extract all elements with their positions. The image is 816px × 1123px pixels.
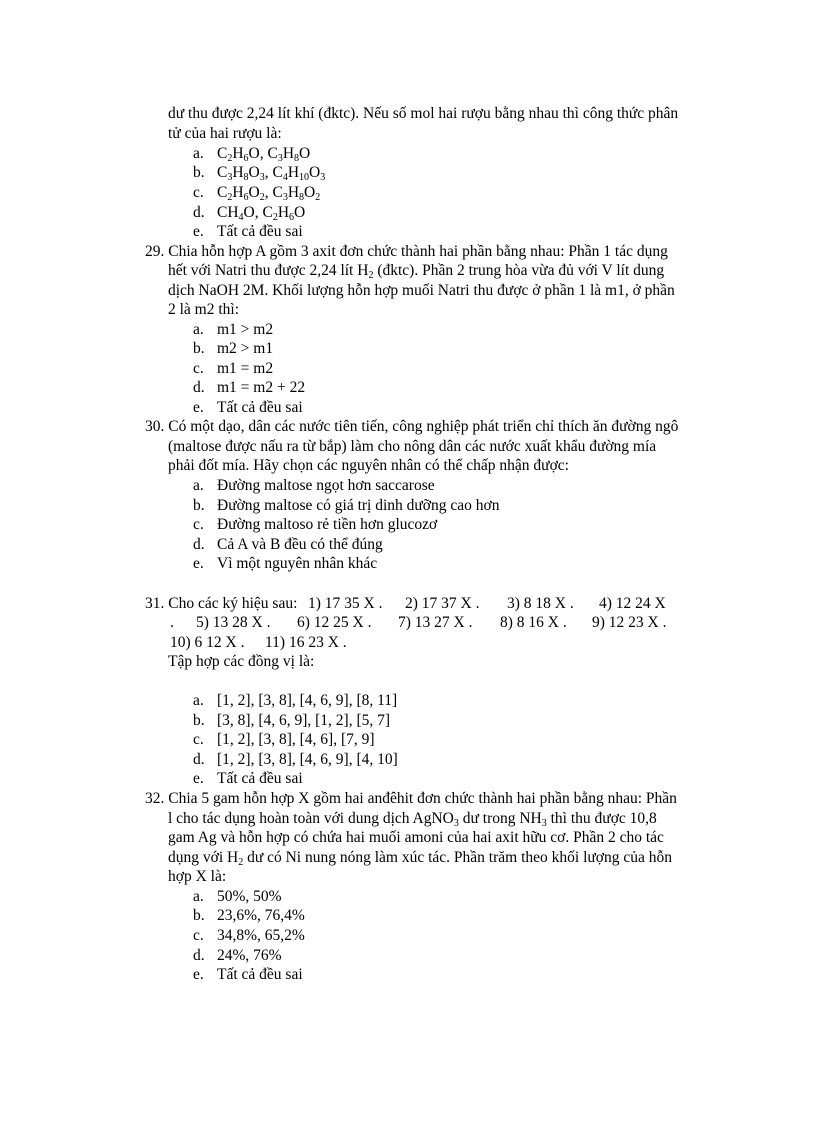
option-text: 23,6%, 76,4% xyxy=(217,907,305,924)
q31-symbol: 9) 12 23 X . xyxy=(592,614,667,631)
option-text: 50%, 50% xyxy=(217,888,282,905)
option-text: m1 = m2 xyxy=(217,360,274,377)
q31-symbol: . xyxy=(170,614,174,631)
q30-line-2: (maltose được nấu ra từ bắp) làm cho nông dân các nước xuất khẩu đường mía xyxy=(168,438,657,455)
q28-line-2: tử của hai rượu là: xyxy=(168,125,282,142)
q29-line-2: hết với Natri thu được 2,24 lít $H_2$ (đktc). Phần 2 trung hòa vừa đủ với V lít dung xyxy=(168,262,665,281)
option-letter: e. xyxy=(193,966,204,983)
q29-line-4: 2 là m2 thì: xyxy=(168,301,240,318)
option-letter: a. xyxy=(193,477,204,494)
option-letter: d. xyxy=(193,947,205,964)
option-text: m1 = m2 + 22 xyxy=(217,379,306,396)
q31-symbol: 6) 12 25 X . xyxy=(297,614,372,631)
option-letter: b. xyxy=(193,907,205,924)
option-letter: c. xyxy=(193,360,204,377)
option-text: m2 > m1 xyxy=(217,340,274,357)
q31-symbol: 4) 12 24 X xyxy=(599,595,666,612)
q32-line-5: hợp X là: xyxy=(168,868,227,885)
option-letter: c. xyxy=(193,731,204,748)
q31-symbol: 7) 13 27 X . xyxy=(398,614,473,631)
option-letter: e. xyxy=(193,770,204,787)
option-text: m1 > m2 xyxy=(217,321,274,338)
q29-line-1: 29. Chia hỗn hợp A gồm 3 axit đơn chức thành hai phần bằng nhau: Phần 1 tác dụng xyxy=(145,243,668,260)
option-text: Cả A và B đều có thể đúng xyxy=(217,536,383,553)
option-text: Đường maltose ngọt hơn saccarose xyxy=(217,477,435,494)
option-letter: d. xyxy=(193,536,205,553)
q31-symbol: 10) 6 12 X . xyxy=(170,634,245,651)
q31-symbol: 11) 16 23 X . xyxy=(265,634,347,651)
option-letter: c. xyxy=(193,927,204,944)
q31-intro: 31. Cho các ký hiệu sau: xyxy=(145,595,298,612)
option-letter: b. xyxy=(193,712,205,729)
option-letter: e. xyxy=(193,555,204,572)
q32-line-4: dụng với $H_2$ dư có Ni nung nóng làm xúc tác. Phần trăm theo khối lượng của hỗn xyxy=(168,849,672,868)
option-letter: d. xyxy=(193,204,205,221)
q31-symbol: 5) 13 28 X . xyxy=(196,614,271,631)
option-text: [1, 2], [3, 8], [4, 6, 9], [8, 11] xyxy=(217,692,398,709)
option-text: $C_2H_6O$, $C_3H_8O$ xyxy=(217,145,311,164)
option-text: Tất cả đều sai xyxy=(217,770,303,787)
q31-symbol: 8) 8 16 X . xyxy=(500,614,567,631)
option-text: 34,8%, 65,2% xyxy=(217,927,305,944)
q31-symbol: 3) 8 18 X . xyxy=(507,595,574,612)
option-letter: b. xyxy=(193,164,205,181)
option-text: Tất cả đều sai xyxy=(217,223,303,240)
option-text: 24%, 76% xyxy=(217,947,282,964)
q29-line-3: dịch NaOH 2M. Khối lượng hỗn hợp muối Natri thu được ở phần 1 là m1, ở phần xyxy=(168,282,675,299)
option-text: $CH_4O$, $C_2H_6O$ xyxy=(217,204,306,223)
option-letter: c. xyxy=(193,516,204,533)
option-letter: a. xyxy=(193,321,204,338)
option-text: [1, 2], [3, 8], [4, 6], [7, 9] xyxy=(217,731,375,748)
option-text: [1, 2], [3, 8], [4, 6, 9], [4, 10] xyxy=(217,751,398,768)
q32-line-2: l cho tác dụng hoàn toàn với dung dịch AgNO$_3$ dư trong $NH_3$ thì thu được 10,8 xyxy=(168,810,657,829)
option-text: Tất cả đều sai xyxy=(217,966,303,983)
option-letter: c. xyxy=(193,184,204,201)
q31-symbol: 1) 17 35 X . xyxy=(308,595,383,612)
option-letter: e. xyxy=(193,223,204,240)
option-text: $C_2H_6O_2$, $C_3H_8O_2$ xyxy=(217,184,321,203)
option-text: [3, 8], [4, 6, 9], [1, 2], [5, 7] xyxy=(217,712,391,729)
q32-line-3: gam Ag và hỗn hợp có chứa hai muối amoni của hai axit hữu cơ. Phần 2 cho tác xyxy=(168,829,664,846)
option-text: Tất cả đều sai xyxy=(217,399,303,416)
q31-symbol: 2) 17 37 X . xyxy=(405,595,480,612)
option-letter: a. xyxy=(193,888,204,905)
option-text: Vì một nguyên nhân khác xyxy=(217,555,378,572)
option-text: Đường maltose có giá trị dinh dưỡng cao hơn xyxy=(217,497,500,514)
q31-question: Tập hợp các đồng vị là: xyxy=(168,653,315,670)
option-letter: b. xyxy=(193,497,205,514)
option-letter: b. xyxy=(193,340,205,357)
option-letter: a. xyxy=(193,145,204,162)
option-letter: e. xyxy=(193,399,204,416)
q28-line-1: dư thu được 2,24 lít khí (đktc). Nếu số mol hai rượu bằng nhau thì công thức phân xyxy=(168,105,679,122)
q30-line-1: 30. Có một dạo, dân các nước tiên tiến, công nghiệp phát triển chỉ thích ăn đường ngô xyxy=(145,418,679,435)
q30-line-3: phải đốt mía. Hãy chọn các nguyên nhân có thể chấp nhận được: xyxy=(168,457,569,474)
q32-line-1: 32. Chia 5 gam hỗn hợp X gồm hai anđêhit đơn chức thành hai phần bằng nhau: Phần xyxy=(145,790,677,807)
option-letter: d. xyxy=(193,751,205,768)
option-text: Đường maltoso rẻ tiền hơn glucozơ xyxy=(217,516,438,533)
option-text: $C_3H_8O_3$, $C_4H_{10}O_3$ xyxy=(217,164,326,183)
option-letter: d. xyxy=(193,379,205,396)
option-letter: a. xyxy=(193,692,204,709)
